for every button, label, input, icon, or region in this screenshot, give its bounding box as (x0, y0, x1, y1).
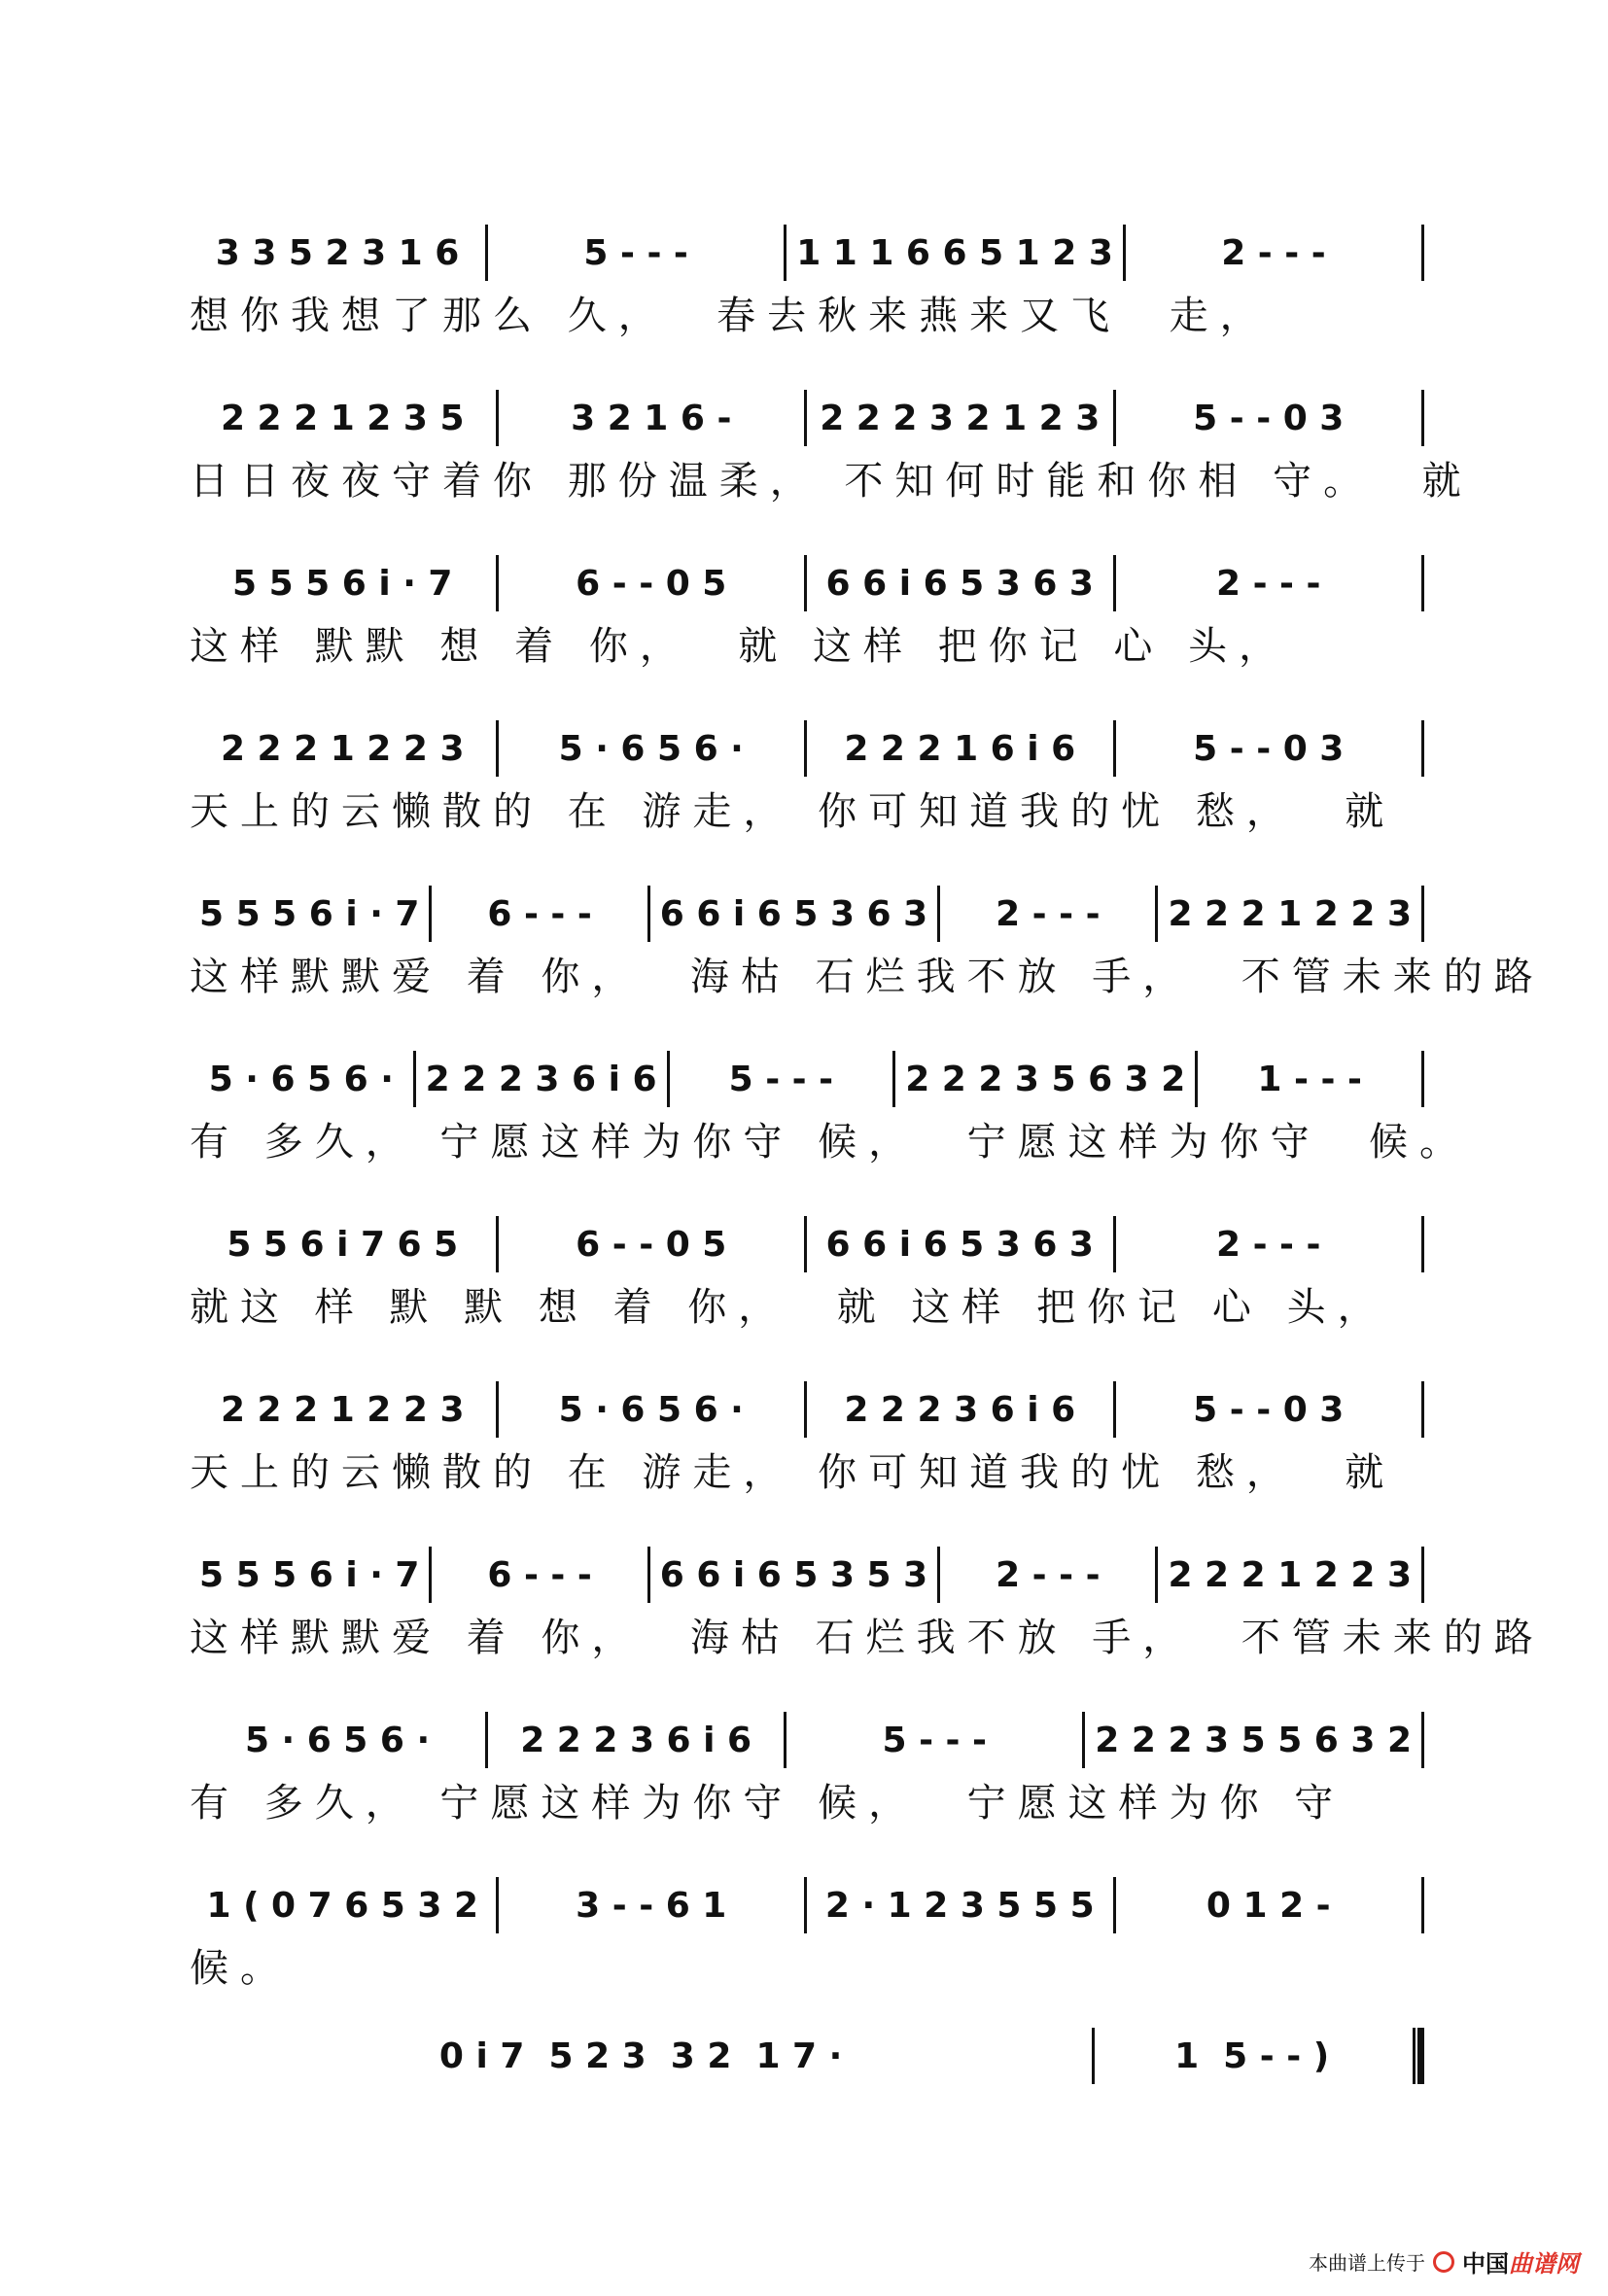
measure: 2 2 2 1 6 i 6 (844, 728, 1076, 769)
measure: 5 - - - (583, 232, 688, 273)
measure: 2 2 2 1 2 3 5 (220, 398, 465, 438)
notation-line (190, 219, 1424, 287)
measure: 2 - - - (996, 1554, 1101, 1595)
barline (1421, 886, 1424, 942)
measure: 2 - - - (996, 893, 1101, 934)
measure: 5 · 6 5 6 · (208, 1059, 394, 1099)
barline (1421, 1051, 1424, 1107)
footer-watermark (1309, 2244, 1579, 2279)
measure: 5 5 5 6 i · 7 (199, 1554, 420, 1595)
score-row-3 (190, 549, 1424, 676)
measure: 6 - - 0 5 (576, 563, 727, 604)
score-row-9 (190, 1541, 1545, 1667)
measure: 5 - - - (728, 1059, 834, 1099)
score-row-8 (190, 1375, 1424, 1502)
notation-line (190, 1871, 1424, 1939)
score-row-2 (190, 384, 1473, 510)
score-row-11 (190, 1871, 1424, 1998)
score-row-12 (190, 2022, 1424, 2090)
score-row-6 (190, 1045, 1471, 1171)
lyrics-line: 就这 样 默 默 想 着 你， 就 这样 把你记 心 头， (190, 1285, 1388, 1330)
measure: 3 3 5 2 3 1 6 (215, 232, 460, 273)
brand-part-a: 中国 (1462, 2250, 1509, 2278)
measure: 1 - - - (1257, 1059, 1362, 1099)
lyrics-line: 这样默默爱 着 你， 海枯 石烂我不放 手， 不管未来的路 (190, 955, 1545, 999)
measure: 2 2 2 3 6 i 6 (844, 1389, 1076, 1430)
lyrics-line: 这样 默默 想 着 你， 就 这样 把你记 心 头， (190, 624, 1290, 669)
measure: 1 5 - - ) (1174, 2035, 1330, 2076)
notation-line (190, 880, 1424, 948)
lyrics-line: 有 多久， 宁愿这样为你守 候， 宁愿这样为你 守 (190, 1781, 1346, 1826)
score-row-10 (190, 1706, 1424, 1832)
notation-line (190, 1210, 1424, 1278)
measure: 2 · 1 2 3 5 5 5 (824, 1885, 1095, 1926)
notation-line (190, 714, 1424, 783)
barline (1421, 1547, 1424, 1603)
measure: 5 · 6 5 6 · (558, 728, 744, 769)
measure: 5 - - 0 3 (1193, 398, 1345, 438)
measure: 1 1 1 6 6 5 1 2 3 (796, 232, 1113, 273)
measure: 0 i 7 5 2 3 3 2 1 7 · (438, 2035, 843, 2076)
notation-line (190, 1541, 1424, 1609)
site-logo-icon (1433, 2251, 1454, 2273)
lyrics-line: 候。 (190, 1946, 291, 1991)
notation-line (190, 1706, 1424, 1774)
lyrics-line: 天上的云懒散的 在 游走， 你可知道我的忧 愁， 就 (190, 1450, 1396, 1495)
lyrics-line: 日日夜夜守着你 那份温柔， 不知何时能和你相 守。 就 (190, 459, 1473, 504)
measure: 5 5 6 i 7 6 5 (227, 1224, 459, 1265)
measure: 5 · 6 5 6 · (244, 1720, 431, 1760)
measure: 2 2 2 3 5 6 3 2 (905, 1059, 1186, 1099)
measure: 5 - - - (882, 1720, 987, 1760)
measure: 6 6 i 6 5 3 6 3 (825, 563, 1094, 604)
measure: 2 2 2 3 5 5 6 3 2 (1095, 1720, 1412, 1760)
brand-part-b: 曲谱网 (1509, 2250, 1579, 2278)
notation-line (190, 2022, 1424, 2090)
measure: 2 - - - (1216, 563, 1321, 604)
notation-line (190, 384, 1424, 452)
measure: 2 - - - (1216, 1224, 1321, 1265)
measure: 6 - - - (487, 893, 592, 934)
measure: 3 - - 6 1 (576, 1885, 727, 1926)
measure: 1 ( 0 7 6 5 3 2 (206, 1885, 479, 1926)
measure: 0 1 2 - (1206, 1885, 1331, 1926)
footer-text: 本曲谱上传于 (1309, 2251, 1425, 2275)
measure: 2 2 2 1 2 2 3 (1168, 1554, 1412, 1595)
measure: 6 6 i 6 5 3 6 3 (659, 893, 928, 934)
measure: 2 2 2 3 6 i 6 (520, 1720, 752, 1760)
measure: 2 - - - (1221, 232, 1326, 273)
final-barline (1413, 2028, 1424, 2084)
measure: 2 2 2 1 2 2 3 (220, 728, 465, 769)
measure: 3 2 1 6 - (571, 398, 732, 438)
measure: 5 5 5 6 i · 7 (199, 893, 420, 934)
measure: 5 - - 0 3 (1193, 728, 1345, 769)
barline (1421, 1877, 1424, 1933)
lyrics-line: 想你我想了那么 久， 春去秋来燕来又飞 走， (190, 294, 1271, 338)
measure: 5 - - 0 3 (1193, 1389, 1345, 1430)
site-brand (1462, 2244, 1579, 2279)
lyrics-line: 天上的云懒散的 在 游走， 你可知道我的忧 愁， 就 (190, 789, 1396, 834)
notation-line (190, 1375, 1424, 1444)
barline (1421, 720, 1424, 777)
score-row-5 (190, 880, 1545, 1006)
lyrics-line: 这样默默爱 着 你， 海枯 石烂我不放 手， 不管未来的路 (190, 1616, 1545, 1660)
score-row-1 (190, 219, 1424, 345)
measure: 2 2 2 3 6 i 6 (425, 1059, 657, 1099)
measure: 2 2 2 1 2 2 3 (220, 1389, 465, 1430)
barline (1421, 1712, 1424, 1768)
barline (1421, 1381, 1424, 1438)
measure: 6 6 i 6 5 3 6 3 (825, 1224, 1094, 1265)
measure: 5 5 5 6 i · 7 (232, 563, 453, 604)
notation-line (190, 549, 1424, 617)
measure: 2 2 2 1 2 2 3 (1168, 893, 1412, 934)
barline (1421, 555, 1424, 611)
measure: 6 - - - (487, 1554, 592, 1595)
barline (1421, 1216, 1424, 1272)
measure: 5 · 6 5 6 · (558, 1389, 744, 1430)
measure: 6 6 i 6 5 3 5 3 (659, 1554, 928, 1595)
barline (1421, 225, 1424, 281)
notation-line (190, 1045, 1424, 1113)
score-row-4 (190, 714, 1424, 841)
score-row-7 (190, 1210, 1424, 1337)
measure: 2 2 2 3 2 1 2 3 (820, 398, 1101, 438)
measure: 6 - - 0 5 (576, 1224, 727, 1265)
lyrics-line: 有 多久， 宁愿这样为你守 候， 宁愿这样为你守 候。 (190, 1120, 1471, 1165)
barline (1421, 390, 1424, 446)
